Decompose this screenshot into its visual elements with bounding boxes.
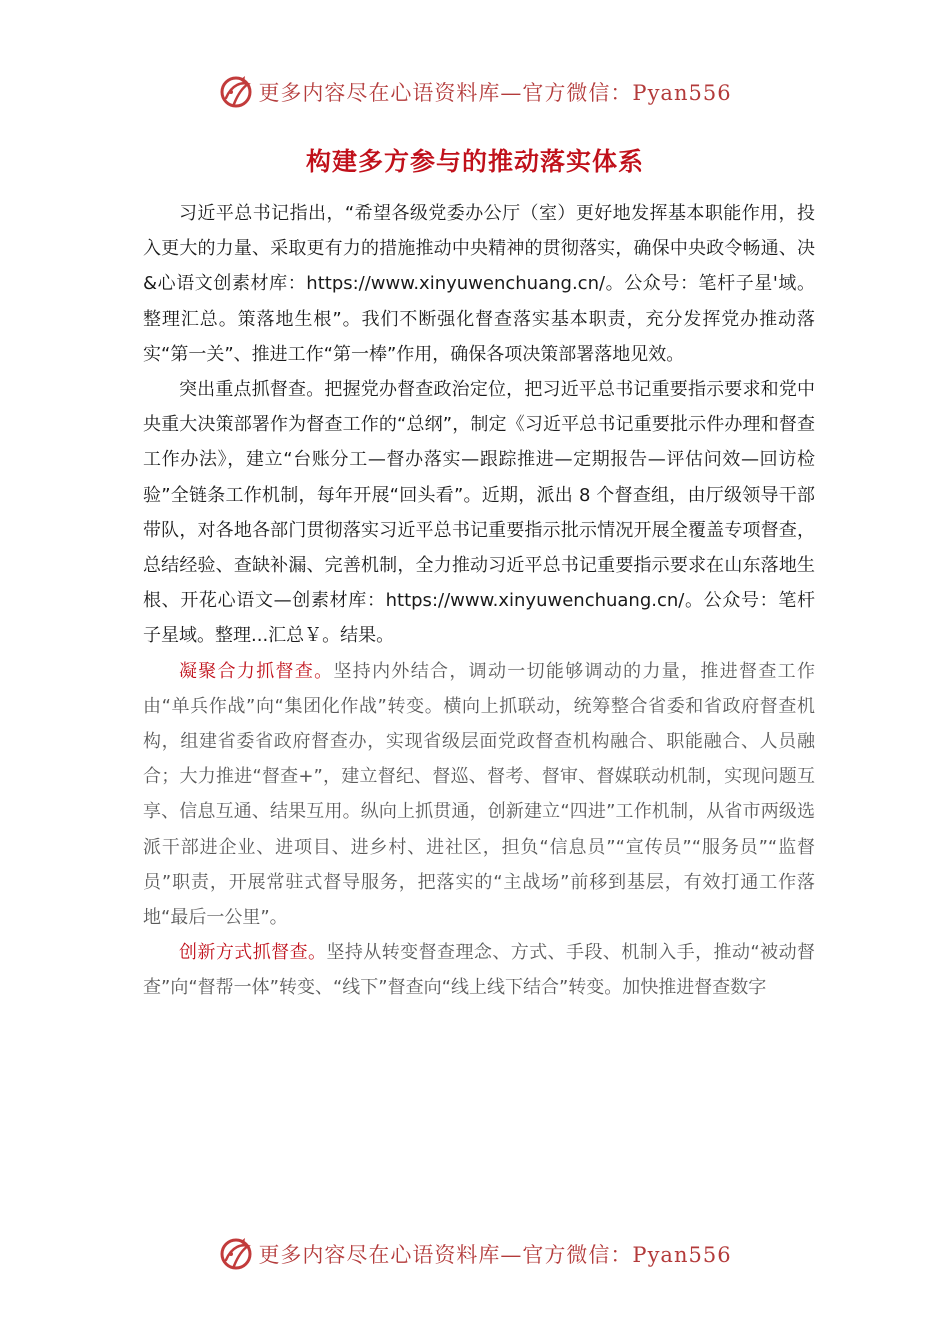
paragraph-text: 突出重点抓督查。把握党办督查政治定位，把习近平总书记重要指示要求和党中央重大决策部署作为督查工作的“总纲”，制定《习近平总书记重要批示件办理和督查工作办法》，建立“台账分工—督办落实—跟踪推进—定期报告—评估问效—回访检验”全链条工作机制，每年开展“回头看”。近期，派出 8 个督查组，由厅级领导干部带队，对各地各部门贯彻落实习近平总书记重要指示批示情况开展全覆盖专项督查，总结经验、查缺补漏、完善机制，全力推动习近平总书记重要指示要求在山东落地生根、开花心语文—创素材库：https://www.xinyuwenchuang.cn/。公众号：笔杆子星域。整理...汇总￥。结果。 [143, 379, 815, 647]
paragraph-4 [143, 935, 815, 1005]
banner-text: 更多内容尽在心语资料库—官方微信：Pyan556 [258, 81, 732, 105]
paragraph-1 [143, 196, 815, 372]
paragraph-text: 坚持从转变督查理念、方式、手段、机制入手，推动“被动督查”向“督帮一体”转变、“线下”督查向“线上线下结合”转变。加快推进督查数字 [143, 942, 815, 999]
section-lead: 凝聚合力抓督查。 [179, 660, 334, 682]
logo-icon [218, 74, 254, 110]
paragraph-text: 坚持内外结合，调动一切能够调动的力量，推进督查工作由“单兵作战”向“集团化作战”转变。横向上抓联动，统筹整合省委和省政府督查机构，组建省委省政府督查办，实现省级层面党政督查机构融合、职能融合、人员融合；大力推进“督查+”，建立督纪、督巡、督考、督审、督媒联动机制，实现问题互享、信息互通、结果互用。纵向上抓贯通，创新建立“四进”工作机制，从省市两级选派干部进企业、进项目、进乡村、进社区，担负“信息员”“宣传员”“服务员”“监督员”职责，开展常驻式督导服务，把落实的“主战场”前移到基层，有效打通工作落地“最后一公里”。 [143, 660, 815, 929]
document-title: 构建多方参与的推动落实体系 [305, 147, 644, 176]
document-body [143, 196, 815, 1006]
banner-text: 更多内容尽在心语资料库—官方微信：Pyan556 [258, 1243, 732, 1267]
section-lead: 创新方式抓督查。 [179, 942, 327, 964]
header-banner [0, 72, 950, 112]
logo-icon [218, 1236, 254, 1272]
paragraph-3 [143, 654, 815, 936]
paragraph-2 [143, 372, 815, 654]
footer-banner [0, 1234, 950, 1274]
paragraph-text: 习近平总书记指出，“希望各级党委办公厅（室）更好地发挥基本职能作用，投入更大的力量、采取更有力的措施推动中央精神的贯彻落实，确保中央政令畅通、决&心语文创素材库：https://www.xinyuwenchuang.cn/。公众号：笔杆子星'域。整理汇总。策落地生根”。我们不断强化督查落实基本职责，充分发挥党办推动落实“第一关”、推进工作“第一棒”作用，确保各项决策部署落地见效。 [143, 203, 815, 365]
